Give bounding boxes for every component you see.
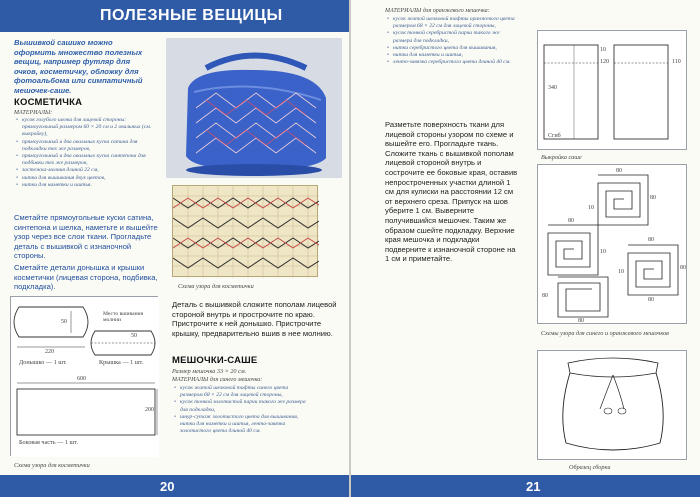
dim-label: 600: [77, 376, 86, 382]
dim-label: 50: [131, 333, 137, 339]
spiral-scheme-caption: Схемы узора для синего и оранжевого мешочков: [541, 330, 669, 337]
dim-label: 80: [568, 218, 574, 224]
materials-list-blue: [174, 385, 310, 435]
dim-label: 220: [45, 349, 54, 355]
materials-list: [16, 117, 158, 189]
page-left: [0, 0, 349, 497]
dim-label: 80: [542, 293, 548, 299]
dim-label: 80: [616, 168, 622, 174]
page-number: 20: [160, 479, 175, 494]
dim-label: 120: [600, 59, 609, 65]
assembly-caption: Образец сборки: [569, 464, 611, 471]
materials-item: • застежка-молния длиной 22 см,: [16, 167, 158, 174]
page-right: [351, 0, 700, 497]
dim-label: 10: [600, 249, 606, 255]
materials-item: • кусок голубого шелка для лицевой стороны: прямоугольный размером 60 × 20 см и 2 овальных (см. выкройку),: [16, 117, 158, 139]
materials-item: • прямоугольный и два овальных куска сатина для подкладки тех же размеров,: [16, 139, 158, 153]
materials-label: МАТЕРИАЛЫ:: [14, 110, 53, 116]
sachet-cut-pattern: [537, 30, 687, 150]
materials-list-orange: [387, 16, 517, 66]
instructions-paragraph: Сметайте прямоугольные куски сатина, синтепона и шелка, наметьте и вышейте узор через все слои ткани. Прогладьте деталь с вышивкой с изнаночной стороны.: [14, 213, 158, 261]
page-title: ПОЛЕЗНЫЕ ВЕЩИЦЫ: [100, 7, 283, 24]
side-piece-label: Боковая часть — 1 шт.: [19, 439, 79, 446]
assembly-sample-drawing: [537, 350, 687, 460]
materials-label: МАТЕРИАЛЫ для оранжевого мешочка:: [385, 8, 490, 14]
instructions-paragraph: Сметайте детали донышка и крышки косметички (лицевая сторона, подбивка, подкладка).: [14, 263, 158, 292]
dim-label: 340: [548, 85, 557, 91]
fold-label: Сгиб: [548, 133, 561, 139]
dim-label: 80: [650, 195, 656, 201]
intro-text: Вышивкой сашико можно оформить множество полезных вещиц, например футляр для очков, косметичку, обложку для фотоальбома или симпатичный мешочек-саше.: [14, 38, 143, 95]
footer-band: [0, 475, 349, 497]
page-number: 21: [526, 479, 541, 494]
dim-label: 10: [588, 205, 594, 211]
cosmetic-bag-photo: [166, 38, 342, 178]
materials-item: • нитки серебристого цвета для вышивания,: [387, 45, 517, 52]
dim-label: 200: [145, 407, 154, 413]
dim-label: 10: [618, 269, 624, 275]
sewing-pattern-diagram: [10, 296, 158, 456]
dim-label: 50: [61, 319, 67, 325]
dim-label: 80: [680, 265, 686, 271]
bottom-piece-label: Донышко — 1 шт.: [19, 359, 67, 366]
diagram-caption: Схема узора для косметички: [14, 462, 90, 469]
dim-label: 80: [578, 318, 584, 324]
materials-item: • нитки для вышивания двух цветов,: [16, 175, 158, 182]
section-title-sachet: МЕШОЧКИ-САШЕ: [172, 355, 258, 366]
materials-item: • кусок тонкой серебристой парчи такого же размера для подкладки,: [387, 30, 517, 44]
sachet-pattern-caption: Выкройка саше: [541, 154, 582, 161]
materials-item: • ленто-завязка серебристого цвета длиной 40 см.: [387, 59, 517, 66]
materials-label: МАТЕРИАЛЫ для синего мешочка:: [172, 377, 263, 383]
materials-item: • кусок жатой шелковой тафты синего цвета размером 68 × 22 см для лицевой стороны,: [174, 385, 310, 399]
materials-item: • нитки для наметки и шитья.: [16, 182, 158, 189]
dim-label: 10: [600, 47, 606, 53]
embroidery-pattern-scheme: [172, 185, 318, 277]
lid-piece-label: Крышка — 1 шт.: [99, 359, 144, 366]
materials-item: • кусок жатой шелковой тафты оранжевого цвета размером 68 × 22 см для лицевой стороны,: [387, 16, 517, 30]
zipper-place-label: Место вшивания молнии: [103, 311, 144, 324]
materials-item: • прямоугольный и два овальных куска синтепона для подбивки тех же размеров,: [16, 153, 158, 167]
section-title-cosmetic-bag: КОСМЕТИЧКА: [14, 97, 83, 108]
materials-item: • нитки для наметки и шитья,: [387, 52, 517, 59]
pattern-caption: Схема узора для косметички: [178, 283, 254, 290]
size-line: Размер мешочка 33 × 20 см.: [172, 368, 247, 375]
spiral-embroidery-scheme: [537, 164, 687, 324]
materials-item: • шнур-сутаж золотистого цвета для вышивания, нитки для наметки и шитья, лента-завязка золотистого цвета длиной 40 см.: [174, 414, 310, 436]
dim-label: 80: [648, 297, 654, 303]
instructions-paragraph: Разметьте поверхность ткани для лицевой стороны узором по схеме и вышейте его. Прогладьте ткань. Сложите ткань с вышивкой пополам лицевой стороной внутрь и сострочите ее боковые края, оставив непростроченных участки длиной 1 см для кулиски на расстоянии 12 см от верхнего среза. Припуск на шов уберите 1 см. Выверните получившийся мешочек. Таким же образом сшейте подкладку. Верхние края мешочка и подкладки подверните к изнаночной стороне на 1 см и приметайте.: [385, 120, 518, 264]
materials-item: • кусок тонкой золотистой парчи такого же размера для подкладки,: [174, 399, 310, 413]
dim-label: 80: [648, 237, 654, 243]
instructions-paragraph: Деталь с вышивкой сложите пополам лицевой стороной внутрь и прострочите по краю. Пристрочите к ней донышко. Пристрочите крышку, предварительно вшив в нее молнию.: [172, 300, 337, 338]
dim-label: 110: [672, 59, 681, 65]
